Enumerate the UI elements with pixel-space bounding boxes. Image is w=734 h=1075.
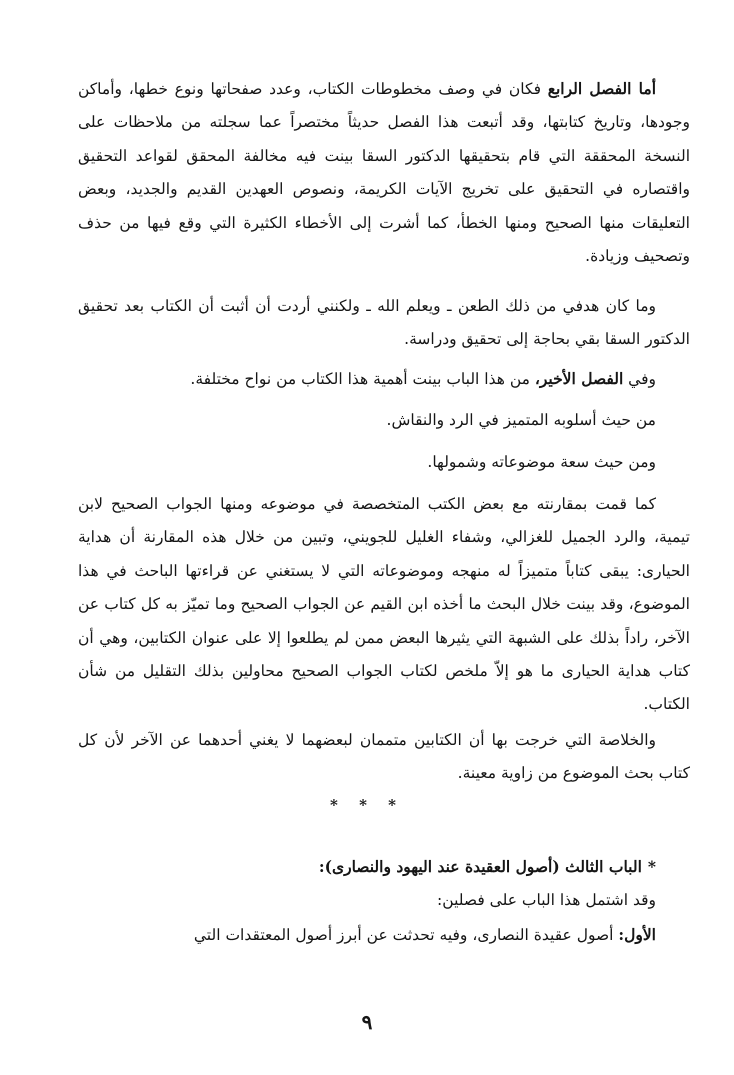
last-chapter-line [78, 362, 690, 396]
conclusion-body: والخلاصة التي خرجت بها أن الكتابين متممان لبعضهما لا يغني أحدهما عن الآخر لأن كل كتاب بحث الموضوع من زاوية معينة. [78, 731, 690, 783]
section-three [78, 850, 690, 952]
comparison-body: كما قمت بمقارنته مع بعض الكتب المتخصصة في موضوعه ومنها الجواب الصحيح لابن تيمية، والرد الجميل للغزالي، وشفاء الغليل للجويني، وتبين من خلال هذه المقارنة أن هداية الحيارى: يبقى كتاباً متميزاً له منهجه وموضوعاته التي لا يستغني عن قراءتها الباحث في هذا الموضوع، وقد بينت خلال البحث ما أخذه ابن القيم عن الجواب الصحيح وما تميّز به كل كتاب عن الآخر، راداً بذلك على الشبهة التي يثيرها البعض ممن لم يطلعوا إلا على عنوان الكتابين، وهي أن كتاب هداية الحيارى ما هو إلاّ ملخص لكتاب الجواب الصحيح محاولين بذلك التقليل من شأن الكتاب. [78, 495, 690, 714]
bullet-star: * [647, 857, 656, 876]
first-chapter-text: أصول عقيدة النصارى، وفيه تحدثت عن أبرز أصول المعتقدات التي [193, 925, 619, 944]
section-separator: * * * [330, 796, 404, 814]
purpose-body: وما كان هدفي من ذلك الطعن ـ ويعلم الله ـ ولكنني أردت أن أثبت أن الكتاب بعد تحقيق الدكتور السقا بقي بحاجة إلى تحقيق ودراسة. [78, 297, 690, 349]
list-item-scope: ومن حيث سعة موضوعاته وشمولها. [427, 452, 656, 471]
last-chapter-body: من هذا الباب بينت أهمية هذا الكتاب من نواح مختلفة. [190, 370, 535, 388]
paragraph-purpose [78, 290, 690, 357]
section-three-intro: وقد اشتمل هذا الباب على فصلين: [437, 891, 656, 910]
paragraph-last-chapter [78, 362, 690, 479]
section-three-heading [78, 850, 690, 884]
first-chapter-label: الأول: [618, 924, 656, 944]
paragraph-chapter-four [78, 72, 690, 273]
chapter-four-lead: أما الفصل الرابع [547, 79, 656, 98]
last-chapter-prefix: وفي [623, 370, 656, 388]
section-three-title: الباب الثالث (أصول العقيدة عند اليهود والنصارى): [318, 857, 642, 876]
paragraph-comparison [78, 488, 690, 722]
paragraph-text [78, 72, 690, 273]
page-number: ٩ [361, 1010, 373, 1034]
list-item-style: من حيث أسلوبه المتميز في الرد والنقاش. [386, 411, 656, 430]
paragraph-conclusion [78, 724, 690, 791]
section-three-first [78, 918, 690, 952]
chapter-four-body: فكان في وصف مخطوطات الكتاب، وعدد صفحاتها ونوع خطها، وأماكن وجودها، وتاريخ كتابتها، وقد أتبعت هذا الفصل حديثاً مختصراً عما سجلته من ملاحظات على النسخة المحققة التي قام بتحقيقها الدكتور السقا بينت فيه مخالفة المحقق لقواعد التحقيق واقتصاره في التحقيق على تخريج الآيات الكريمة، ونصوص العهدين القديم والجديد، وبعض التعليقات منها الصحيح ومنها الخطأ، كما أشرت إلى الأخطاء الكثيرة التي وقع فيها من حذف وتصحيف وزيادة. [78, 80, 690, 266]
last-chapter-lead: الفصل الأخير، [534, 369, 624, 388]
